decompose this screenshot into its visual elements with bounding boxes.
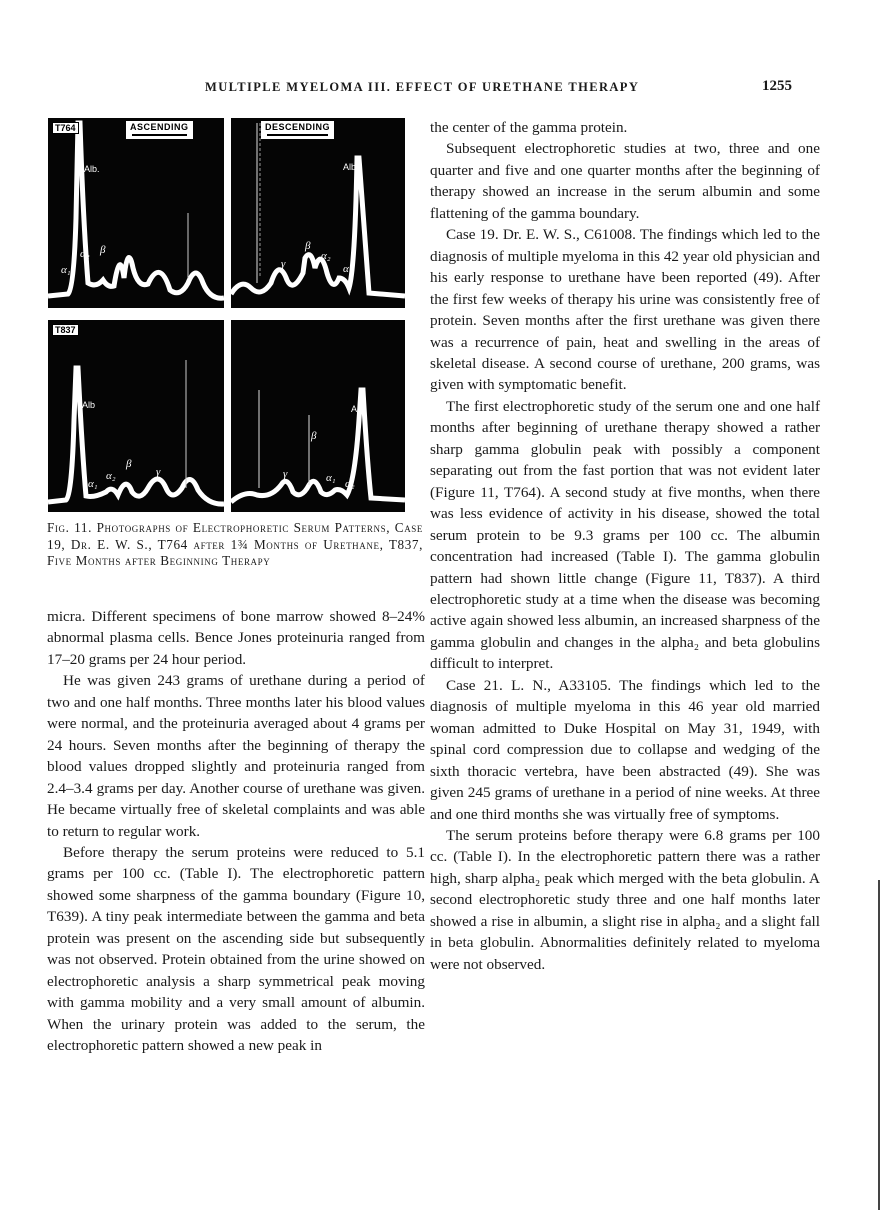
figure-panel-t764-ascending (48, 118, 224, 308)
label-alpha2: α₂ (321, 250, 331, 262)
label-gamma: γ (281, 258, 286, 270)
label-alpha2: α₂ (345, 478, 355, 490)
label-beta: β (100, 244, 106, 256)
label-gamma: γ (124, 258, 129, 270)
paragraph: Case 21. L. N., A33105. The findings which led to the diagnosis of multiple myeloma in this 46 year old married woman admitted to Duke Hospital on May 31, 1949, with spinal cord compression due to collapse and wedging of the sixth thoracic vertebra, have been abstracted (49). She was given 245 grams of urethane in a period of nine weeks. At three and one third months she was virtually free of symptoms. (430, 676, 820, 823)
paragraph: He was given 243 grams of urethane during a period of two and one half months. Three months later his blood values were normal, and the proteinuria averaged about 4 grams per 24 hours. Seven months after the beginning of therapy the blood values dropped slightly and proteinuria ranged from 2.4–3.4 grams per day. Another course of urethane was given. He became virtually free of skeletal complaints and was able to return to regular work. (47, 672, 425, 840)
panel-tag: T837 (52, 324, 79, 336)
electrophoresis-trace (48, 320, 224, 512)
paragraph: Subsequent electrophoretic studies at two, three and one quarter and five and one quarter months after the beginning of therapy showed an increase in the serum albumin and some flattening of the gamma boundary. (430, 140, 820, 222)
label-alpha2: α₂ (80, 248, 90, 260)
label-gamma: γ (156, 466, 161, 478)
paragraph: Before therapy the serum proteins were reduced to 5.1 grams per 100 cc. (Table I). The electrophoretic pattern showed some sharpness of the gamma boundary (Figure 10, T639). A tiny peak intermediate between the gamma and beta protein was present on the ascending side but subsequently was not observed. Protein obtained from the urine showed on electrophoretic analysis a sharp symmetrical peak moving with gamma mobility and a very small amount of albumin. When the urinary protein was added to the serum, the electrophoretic pattern showed a new peak in (47, 843, 425, 1055)
direction-label: DESCENDING (261, 121, 334, 139)
figure-panel-t837-descending (231, 320, 405, 512)
label-albumin: Alb. (84, 164, 100, 174)
label-alpha1: α₁ (343, 263, 353, 275)
figure-panel-t764-descending (231, 118, 405, 308)
label-alpha1: α₁ (326, 472, 336, 484)
figure-panel-t837-ascending (48, 320, 224, 512)
label-beta: β (126, 458, 132, 470)
label-albumin: Alb (351, 404, 365, 414)
paragraph: The serum proteins before therapy were 6.8 grams per 100 cc. (Table I). In the electrophoretic pattern there was a rather high, sharp alpha₂ peak which merged with the beta globulin. A second electrophoretic study three and one half months later showed a rise in albumin, a slight rise in alpha₂ and a slight fall in beta globulin. Abnormalities definitely related to myeloma were not observed. (430, 826, 820, 973)
label-albumin: Alb. (343, 162, 359, 172)
label-alpha2: α₂ (106, 470, 116, 482)
label-beta: β (311, 430, 317, 442)
label-albumin: Alb (82, 400, 96, 410)
right-column (430, 117, 820, 975)
page-number: 1255 (762, 78, 792, 94)
paragraph: micra. Different specimens of bone marrow showed 8–24% abnormal plasma cells. Bence Jones proteinuria ranged from 17–20 grams per 24 hour period. (47, 608, 425, 668)
label-gamma: γ (283, 468, 288, 480)
paragraph: Case 19. Dr. E. W. S., C61008. The findings which led to the diagnosis of multiple myeloma in this 42 year old physician and his early response to urethane have been reported (49). After the first few weeks of therapy his urine was consistently free of protein. Seven months after the first urethane was given there was a recurrence of pain, heat and swelling in the areas of skeletal disease. A second course of urethane, 200 grams, was given with symptomatic benefit. (430, 226, 820, 394)
paragraph: the center of the gamma protein. (430, 119, 628, 136)
left-column (47, 606, 425, 1057)
paragraph: The first electrophoretic study of the serum one and one half months after beginning of urethane therapy showed a rather sharp gamma globulin peak with possibly a component separating out from the fast portion that was not evident later (Figure 11, T764). A second study at five months, when there was less evidence of activity in his disease, showed the total serum protein to be 9.3 grams per 100 cc. The albumin concentration had increased (Table I). The gamma globulin pattern had shown little change (Figure 11, T837). A third electrophoretic study at a time when the disease was becoming active again showed less albumin, an increased sharpness of the gamma globulin and changes in the alpha₂ and beta globulins difficult to interpret. (430, 397, 820, 673)
electrophoresis-trace (48, 118, 224, 308)
electrophoresis-trace (231, 320, 405, 512)
label-beta: β (305, 240, 311, 252)
label-alpha1: α₁ (88, 478, 98, 490)
direction-label: ASCENDING (126, 121, 193, 139)
figure-caption: Fig. 11. Photographs of Electrophoretic Serum Patterns, Case 19, Dr. E. W. S., T764 after 1¾ Months of Urethane, T837, Five Months after Beginning Therapy (47, 520, 423, 568)
electrophoresis-trace (231, 118, 405, 308)
running-title: MULTIPLE MYELOMA III. EFFECT OF URETHANE THERAPY (205, 80, 640, 94)
panel-tag: T764 (52, 122, 79, 134)
label-alpha1: α₁ (61, 264, 71, 276)
